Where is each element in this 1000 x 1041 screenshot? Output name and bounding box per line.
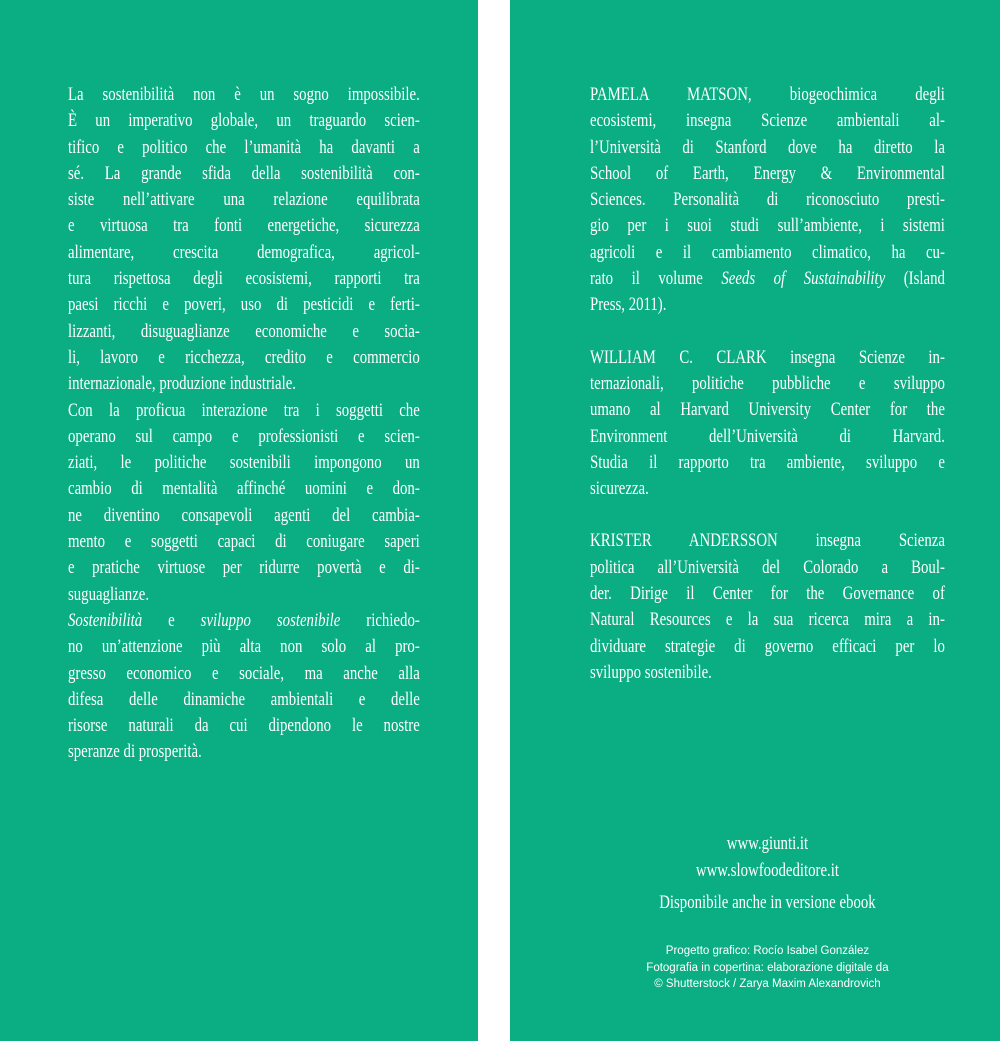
text-line <box>68 161 420 187</box>
text-line <box>68 187 420 213</box>
text-segment: (Island <box>885 268 945 290</box>
text-segment: der. Dirige il Center for the Governance of <box>590 583 945 605</box>
credits-block <box>540 943 995 993</box>
text-line <box>590 266 945 292</box>
left-flap-panel <box>0 0 478 1041</box>
paragraph <box>590 82 945 319</box>
text-line <box>68 371 420 397</box>
text-line <box>68 713 420 739</box>
credit-cover-photo: Fotografia in copertina: elaborazione digitale da <box>646 961 889 974</box>
left-flap-text <box>68 82 420 766</box>
text-line <box>590 161 945 187</box>
credit-copyright: © Shutterstock / Zarya Maxim Alexandrovich <box>654 978 881 991</box>
text-line <box>68 240 420 266</box>
text-segment: politica all’Università del Colorado a Boul- <box>590 556 945 578</box>
paragraph <box>68 398 420 608</box>
text-line <box>68 319 420 345</box>
text-line <box>590 555 945 581</box>
paragraph <box>590 345 945 503</box>
text-segment: tifico e politico che l’umanità ha davanti a <box>68 136 420 158</box>
text-line <box>68 135 420 161</box>
text-line <box>68 345 420 371</box>
text-segment: gio per i suoi studi sull’ambiente, i sistemi <box>590 215 945 237</box>
website-slowfoodeditore: www.slowfoodeditore.it <box>695 859 840 881</box>
text-segment: KRISTER ANDERSSON insegna Scienza <box>590 530 945 552</box>
text-line <box>68 213 420 239</box>
text-line <box>68 266 420 292</box>
right-flap-panel <box>510 0 1000 1041</box>
text-line <box>590 187 945 213</box>
text-segment: internazionale, produzione industriale. <box>68 373 296 395</box>
text-segment: e virtuosa tra fonti energetiche, sicurezza <box>68 215 420 237</box>
text-segment: siste nell’attivare una relazione equilibrata <box>68 189 420 211</box>
text-segment: sviluppo sostenibile. <box>590 661 712 683</box>
publisher-websites <box>590 831 945 884</box>
text-segment: Press, 2011). <box>590 294 667 316</box>
right-flap-text <box>590 82 945 993</box>
italic-text-segment: sviluppo sostenibile <box>200 609 341 631</box>
paragraph <box>590 528 945 686</box>
text-line <box>590 450 945 476</box>
text-segment: Con la proficua interazione tra i soggetti che <box>68 399 420 421</box>
text-segment: WILLIAM C. CLARK insegna Scienze in- <box>590 346 945 368</box>
paragraph <box>68 608 420 766</box>
text-segment: speranze di prosperità. <box>68 741 202 763</box>
text-line <box>68 292 420 318</box>
text-segment: sicurezza. <box>590 478 649 500</box>
text-segment: cambio di mentalità affinché uomini e don- <box>68 478 420 500</box>
text-segment: paesi ricchi e poveri, uso di pesticidi e ferti- <box>68 294 420 316</box>
text-segment: Sciences. Personalità di riconosciuto presti- <box>590 189 945 211</box>
text-segment: Environment dell’Università di Harvard. <box>590 425 945 447</box>
text-line <box>68 608 420 634</box>
text-line <box>68 529 420 555</box>
text-segment: risorse naturali da cui dipendono le nostre <box>68 715 420 737</box>
text-segment: ternazionali, politiche pubbliche e sviluppo <box>590 372 945 394</box>
text-segment: sé. La grande sfida della sostenibilità con- <box>68 162 420 184</box>
text-line <box>68 450 420 476</box>
text-line <box>590 424 945 450</box>
text-line <box>590 660 945 686</box>
text-segment: alimentare, crescita demografica, agricol- <box>68 241 420 263</box>
text-segment: li, lavoro e ricchezza, credito e commercio <box>68 346 420 368</box>
text-line <box>590 397 945 423</box>
paragraph <box>68 82 420 398</box>
text-segment: operano sul campo e professionisti e scien- <box>68 425 420 447</box>
text-segment: difesa delle dinamiche ambientali e delle <box>68 688 420 710</box>
text-line <box>68 555 420 581</box>
text-segment: PAMELA MATSON, biogeochimica degli <box>590 84 945 105</box>
text-line <box>590 135 945 161</box>
text-line <box>590 581 945 607</box>
text-segment: tura rispettosa degli ecosistemi, rapporti tra <box>68 268 420 290</box>
text-segment: richiedo- <box>340 609 420 631</box>
text-segment: ne diventino consapevoli agenti del cambia- <box>68 504 420 526</box>
text-line <box>68 424 420 450</box>
text-line <box>590 82 945 108</box>
text-segment: ziati, le politiche sostenibili impongono un <box>68 452 420 474</box>
credit-graphic-design: Progetto grafico: Rocío Isabel González <box>665 945 870 958</box>
text-line <box>68 82 420 108</box>
text-line <box>68 634 420 660</box>
text-segment: e <box>142 609 201 631</box>
text-segment: La sostenibilità non è un sogno impossibile. <box>68 84 420 105</box>
text-line <box>590 634 945 660</box>
ebook-availability-note: Disponibile anche in versione ebook <box>659 891 876 913</box>
text-segment: lizzanti, disuguaglianze economiche e socia- <box>68 320 420 342</box>
text-segment: ecosistemi, insegna Scienze ambientali al- <box>590 110 945 132</box>
text-segment: Natural Resources e la sua ricerca mira a in- <box>590 609 945 631</box>
text-segment: suguaglianze. <box>68 583 150 605</box>
text-segment: dividuare strategie di governo efficaci per lo <box>590 635 945 657</box>
text-segment: rato il volume <box>590 268 722 290</box>
text-segment: e pratiche virtuose per ridurre povertà e di- <box>68 557 420 579</box>
text-segment: Studia il rapporto tra ambiente, sviluppo e <box>590 451 945 473</box>
italic-text-segment: Sostenibilità <box>68 609 143 631</box>
text-line <box>68 582 420 608</box>
text-line <box>590 108 945 134</box>
text-line <box>68 503 420 529</box>
text-line <box>68 398 420 424</box>
text-line <box>68 739 420 765</box>
text-segment: mento e soggetti capaci di coniugare saperi <box>68 531 420 553</box>
text-segment: È un imperativo globale, un traguardo scien- <box>68 110 420 132</box>
text-line <box>590 240 945 266</box>
text-line <box>590 371 945 397</box>
italic-text-segment: Seeds of Sustainability <box>721 268 886 290</box>
text-line <box>590 528 945 554</box>
text-segment: umano al Harvard University Center for the <box>590 399 945 421</box>
text-line <box>68 476 420 502</box>
text-line <box>68 108 420 134</box>
text-line <box>590 607 945 633</box>
text-line <box>68 687 420 713</box>
author-bios <box>590 82 945 686</box>
text-line <box>590 476 945 502</box>
text-line <box>68 661 420 687</box>
text-segment: no un’attenzione più alta non solo al pro- <box>68 636 420 658</box>
text-line <box>590 345 945 371</box>
text-line <box>590 292 945 318</box>
text-segment: l’Università di Stanford dove ha diretto la <box>590 136 945 158</box>
text-segment: agricoli e il cambiamento climatico, ha cu- <box>590 241 945 263</box>
website-giunti: www.giunti.it <box>726 833 809 855</box>
text-segment: School of Earth, Energy & Environmental <box>590 162 945 184</box>
text-segment: gresso economico e sociale, ma anche alla <box>68 662 420 684</box>
text-line <box>590 213 945 239</box>
